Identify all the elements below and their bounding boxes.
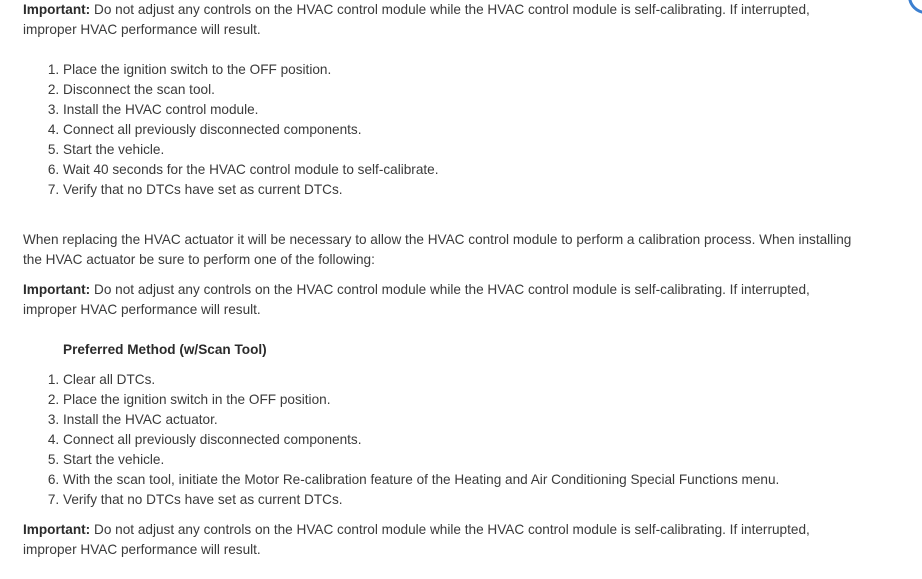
list-item: 7. Verify that no DTCs have set as current DTCs. <box>63 180 863 200</box>
list-item: 7. Verify that no DTCs have set as current DTCs. <box>63 490 863 510</box>
list-item: 5. Start the vehicle. <box>63 450 863 470</box>
list-item: 1. Place the ignition switch to the OFF position. <box>63 60 863 80</box>
important-note-2 <box>23 280 863 320</box>
list-item: 1. Clear all DTCs. <box>63 370 863 390</box>
list-item: 4. Connect all previously disconnected components. <box>63 120 863 140</box>
actuator-intro-paragraph: When replacing the HVAC actuator it will be necessary to allow the HVAC control module to perform a calibration process. When installing the HVAC actuator be sure to perform one of the following: <box>23 232 852 267</box>
important-note-1 <box>23 0 863 40</box>
important-note-3 <box>23 520 863 560</box>
important-label: Important: <box>23 282 91 297</box>
list-item: 6. With the scan tool, initiate the Motor Re-calibration feature of the Heating and Air Conditioning Special Functions menu. <box>63 470 863 490</box>
important-text: Do not adjust any controls on the HVAC control module while the HVAC control module is self-calibrating. If interrupted, improper HVAC performance will result. <box>23 282 810 317</box>
list-item: 6. Wait 40 seconds for the HVAC control module to self-calibrate. <box>63 160 863 180</box>
list-item: 5. Start the vehicle. <box>63 140 863 160</box>
steps-list-actuator-calibration <box>23 370 863 510</box>
steps-list-module-install <box>23 60 863 200</box>
important-label: Important: <box>23 2 91 17</box>
list-item: 3. Install the HVAC control module. <box>63 100 863 120</box>
corner-badge-icon[interactable] <box>908 0 922 14</box>
list-item: 4. Connect all previously disconnected components. <box>63 430 863 450</box>
important-text: Do not adjust any controls on the HVAC control module while the HVAC control module is self-calibrating. If interrupted, improper HVAC performance will result. <box>23 2 810 37</box>
list-item: 2. Disconnect the scan tool. <box>63 80 863 100</box>
list-item: 3. Install the HVAC actuator. <box>63 410 863 430</box>
list-item: 2. Place the ignition switch in the OFF position. <box>63 390 863 410</box>
important-label: Important: <box>23 522 91 537</box>
document-body <box>23 0 863 560</box>
important-text: Do not adjust any controls on the HVAC control module while the HVAC control module is self-calibrating. If interrupted, improper HVAC performance will result. <box>23 522 810 557</box>
preferred-method-heading: Preferred Method (w/Scan Tool) <box>63 342 267 357</box>
